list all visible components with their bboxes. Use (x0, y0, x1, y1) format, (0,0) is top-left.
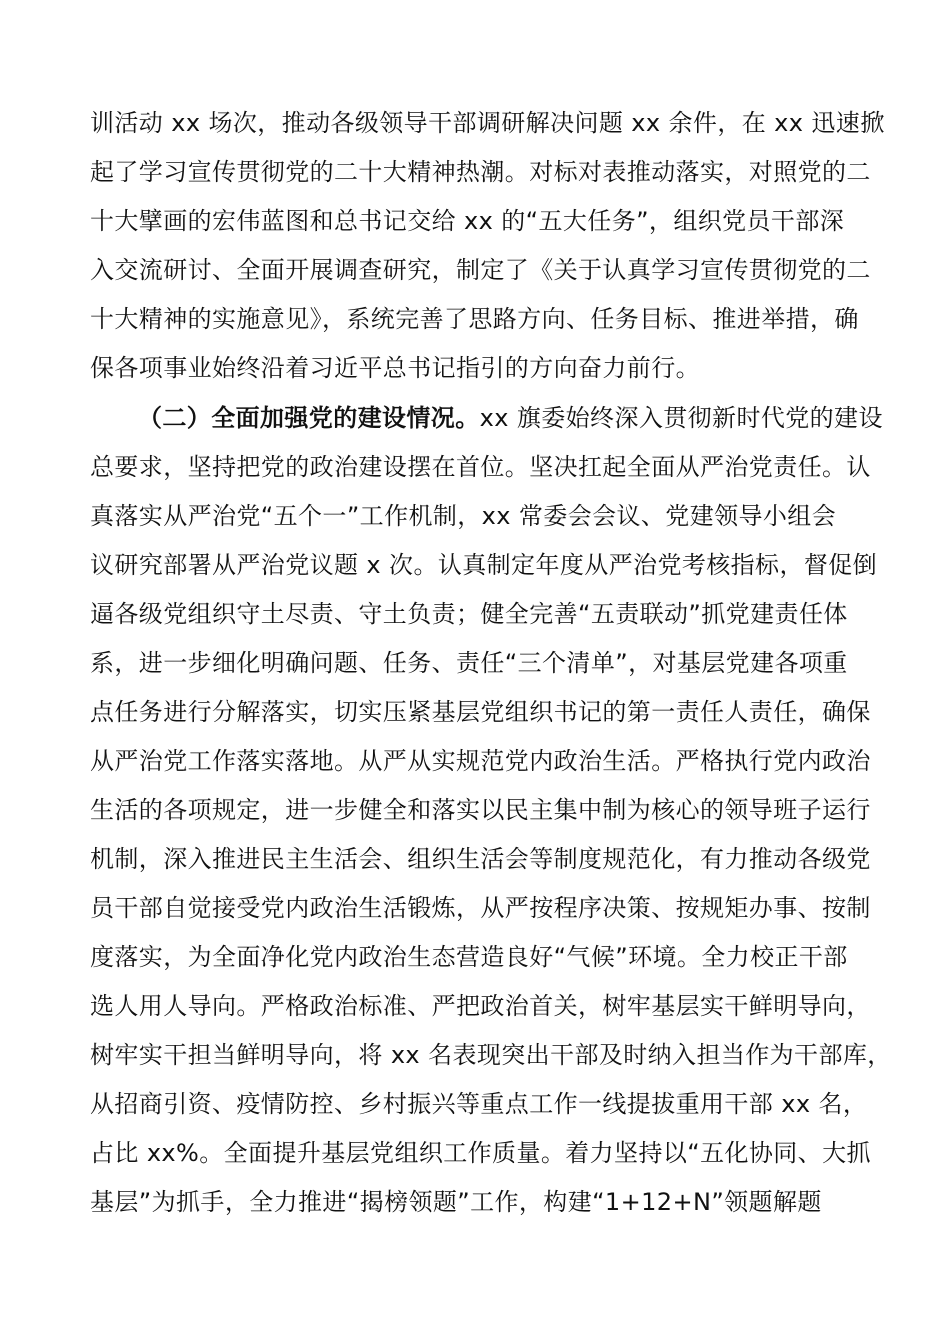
paragraph-2-line-8: 从严治党工作落实落地。从严从实规范党内政治生活。严格执行党内政治 (90, 747, 871, 775)
paragraph-2-line-13: 选人用人导向。严格政治标准、严把政治首关，树牢基层实干鲜明导向， (90, 992, 871, 1020)
paragraph-2-line-6: 系，进一步细化明确问题、任务、责任“三个清单”，对基层党建各项重 (90, 649, 848, 677)
paragraph-1-line-4: 入交流研讨、全面开展调查研究，制定了《关于认真学习宣传贯彻党的二 (90, 256, 871, 284)
paragraph-2-line-3: 真落实从严治党“五个一”工作机制，xx 常委会会议、党建领导小组会 (90, 502, 837, 530)
paragraph-2-line-14: 树牢实干担当鲜明导向，将 xx 名表现突出干部及时纳入担当作为干部库， (90, 1041, 892, 1069)
paragraph-1-line-3: 十大擘画的宏伟蓝图和总书记交给 xx 的“五大任务”，组织党员干部深 (90, 207, 845, 235)
paragraph-1-line-1: 训活动 xx 场次，推动各级领导干部调研解决问题 xx 余件，在 xx 迅速掀 (90, 109, 885, 137)
paragraph-2-line-2: 总要求，坚持把党的政治建设摆在首位。坚决扛起全面从严治党责任。认 (90, 453, 871, 481)
paragraph-2-line-16: 占比 xx%。全面提升基层党组织工作质量。着力坚持以“五化协同、大抓 (90, 1139, 871, 1167)
paragraph-2-line-15: 从招商引资、疫情防控、乡村振兴等重点工作一线提拔重用干部 xx 名， (90, 1090, 868, 1118)
section-heading-continuation: xx 旗委始终深入贯彻新时代党的建设 (479, 404, 883, 432)
paragraph-1-line-6: 保各项事业始终沿着习近平总书记指引的方向奋力前行。 (90, 354, 700, 382)
paragraph-2-line-17: 基层”为抓手，全力推进“揭榜领题”工作，构建“1+12+N”领题解题 (90, 1188, 822, 1216)
paragraph-1-line-2: 起了学习宣传贯彻党的二十大精神热潮。对标对表推动落实，对照党的二 (90, 158, 871, 186)
paragraph-2-line-7: 点任务进行分解落实，切实压紧基层党组织书记的第一责任人责任，确保 (90, 698, 871, 726)
paragraph-2-line-11: 员干部自觉接受党内政治生活锻炼，从严按程序决策、按规矩办事、按制 (90, 894, 871, 922)
paragraph-2-line-5: 逼各级党组织守土尽责、守土负责；健全完善“五责联动”抓党建责任体 (90, 600, 848, 628)
paragraph-2-line-12: 度落实，为全面净化党内政治生态营造良好“气候”环境。全力校正干部 (90, 943, 848, 971)
paragraph-2-first-line (138, 403, 883, 433)
paragraph-2-line-9: 生活的各项规定，进一步健全和落实以民主集中制为核心的领导班子运行 (90, 796, 871, 824)
paragraph-2-line-10: 机制，深入推进民主生活会、组织生活会等制度规范化，有力推动各级党 (90, 845, 871, 873)
paragraph-1-line-5: 十大精神的实施意见》，系统完善了思路方向、任务目标、推进举措，确 (90, 305, 859, 333)
section-heading: （二）全面加强党的建设情况。 (138, 404, 480, 432)
paragraph-2-line-4: 议研究部署从严治党议题 x 次。认真制定年度从严治党考核指标，督促倒 (90, 551, 878, 579)
